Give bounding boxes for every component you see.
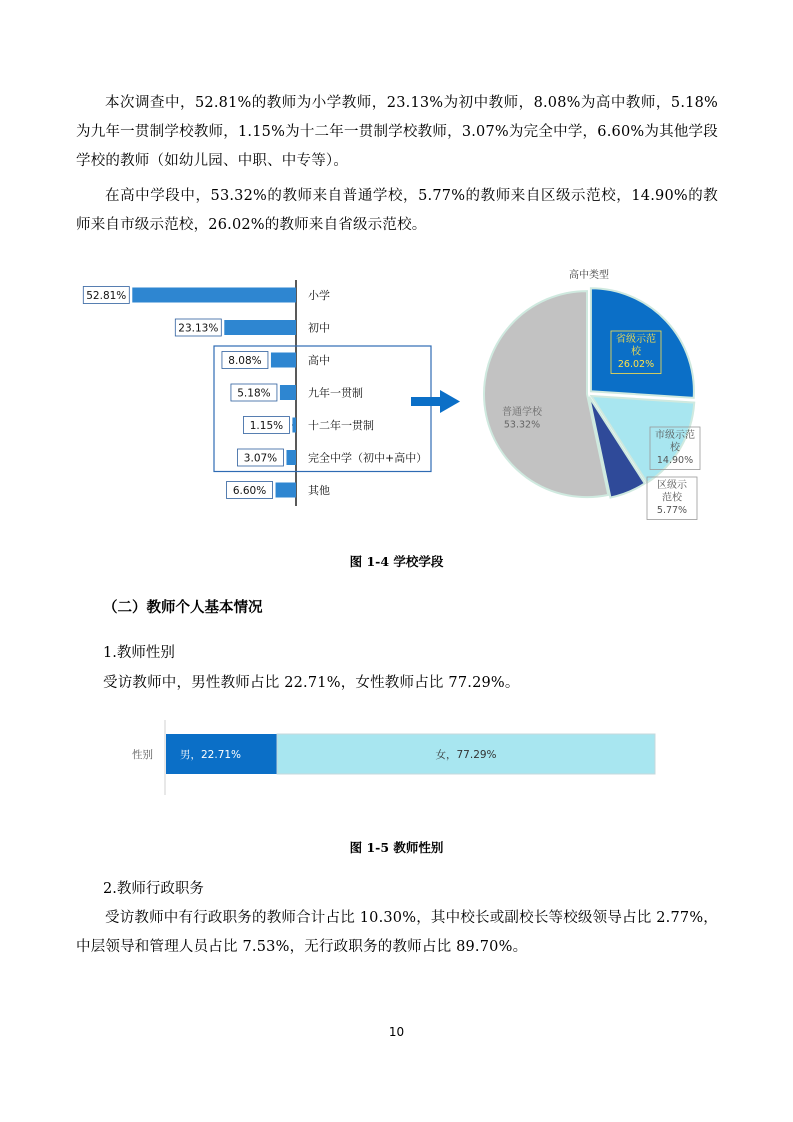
bar-value-label: 6.60% (232, 485, 267, 497)
pie-slice-name: 市级示范 (655, 430, 695, 441)
bar-value-label: 23.13% (178, 322, 219, 335)
figure-1-5 (0, 720, 793, 810)
bar-category-label: 完全中学（初中+高中） (308, 451, 428, 465)
bar (280, 385, 296, 400)
bar-category-label: 十二年一贯制 (308, 419, 374, 432)
bar-value-label: 5.18% (237, 387, 271, 400)
paragraph-gender: 受访教师中，男性教师占比 22.71%，女性教师占比 77.29%。 (103, 675, 520, 691)
pie-slice (484, 291, 608, 497)
pie-slice-value: 5.77% (656, 505, 688, 516)
bar-category-label: 初中 (308, 321, 330, 335)
page-number: 10 (388, 1025, 405, 1039)
gender-segment-label: 女，77.29% (435, 749, 497, 761)
bar (292, 418, 296, 433)
pie-title: 高中类型 (569, 270, 609, 281)
pie-slice-value: 14.90% (656, 455, 694, 466)
pie-slice-name: 校 (670, 442, 680, 454)
paragraph-school-stage: 本次调查中，52.81%的教师为小学教师，23.13%为初中教师，8.08%为高中教师，5.18%为九年一贯制学校教师，1.15%为十二年一贯制学校教师，3.07%为完全中学，6.60%为其他学段学校的教师（如幼儿园、中职、中专等）。 (76, 95, 718, 169)
section-heading: （二）教师个人基本情况 (103, 599, 263, 616)
figure-1-5-caption: 图 1-5 教师性别 (349, 840, 444, 855)
figure-1-4 (0, 260, 793, 535)
bar-category-label: 小学 (308, 289, 330, 302)
pie-slice-name: 区级示 (657, 480, 687, 491)
gender-segment-label: 男，22.71% (180, 749, 242, 761)
pie-slice-name: 省级示范 (616, 334, 656, 345)
paragraph-admin-role: 受访教师中有行政职务的教师合计占比 10.30%，其中校长或副校长等校级领导占比 2.77%，中层领导和管理人员占比 7.53%，无行政职务的教师占比 89.70%。 (76, 910, 718, 955)
bar (286, 450, 296, 465)
subheading-gender: 1.教师性别 (103, 645, 175, 661)
bar-value-label: 1.15% (249, 420, 284, 432)
paragraph-high-school-type: 在高中学段中，53.32%的教师来自普通学校，5.77%的教师来自区级示范校，14.90%的教师来自市级示范校，26.02%的教师来自省级示范校。 (76, 188, 718, 233)
gender-category-label: 性别 (132, 749, 153, 761)
pie-slice-value: 53.32% (503, 419, 541, 431)
arrow-head (440, 390, 460, 413)
pie-slice-name: 普通学校 (502, 407, 542, 418)
bar-category-label: 其他 (308, 484, 330, 497)
pie-slice-value: 26.02% (617, 359, 655, 370)
subheading-admin-role: 2.教师行政职务 (103, 881, 204, 897)
bar-value-label: 3.07% (243, 452, 278, 465)
pie-slice-name: 校 (631, 346, 641, 358)
bar (132, 288, 296, 303)
bar-category-label: 高中 (308, 354, 330, 367)
figure-1-4-caption: 图 1-4 学校学段 (349, 554, 444, 569)
arrow-shaft (411, 397, 441, 406)
pie-slice-name: 范校 (662, 492, 682, 504)
bar-category-label: 九年一贯制 (308, 386, 363, 400)
bar (271, 353, 296, 368)
bar (276, 483, 296, 498)
bar (224, 320, 296, 335)
bar-value-label: 52.81% (86, 290, 127, 302)
bar-value-label: 8.08% (228, 355, 262, 367)
